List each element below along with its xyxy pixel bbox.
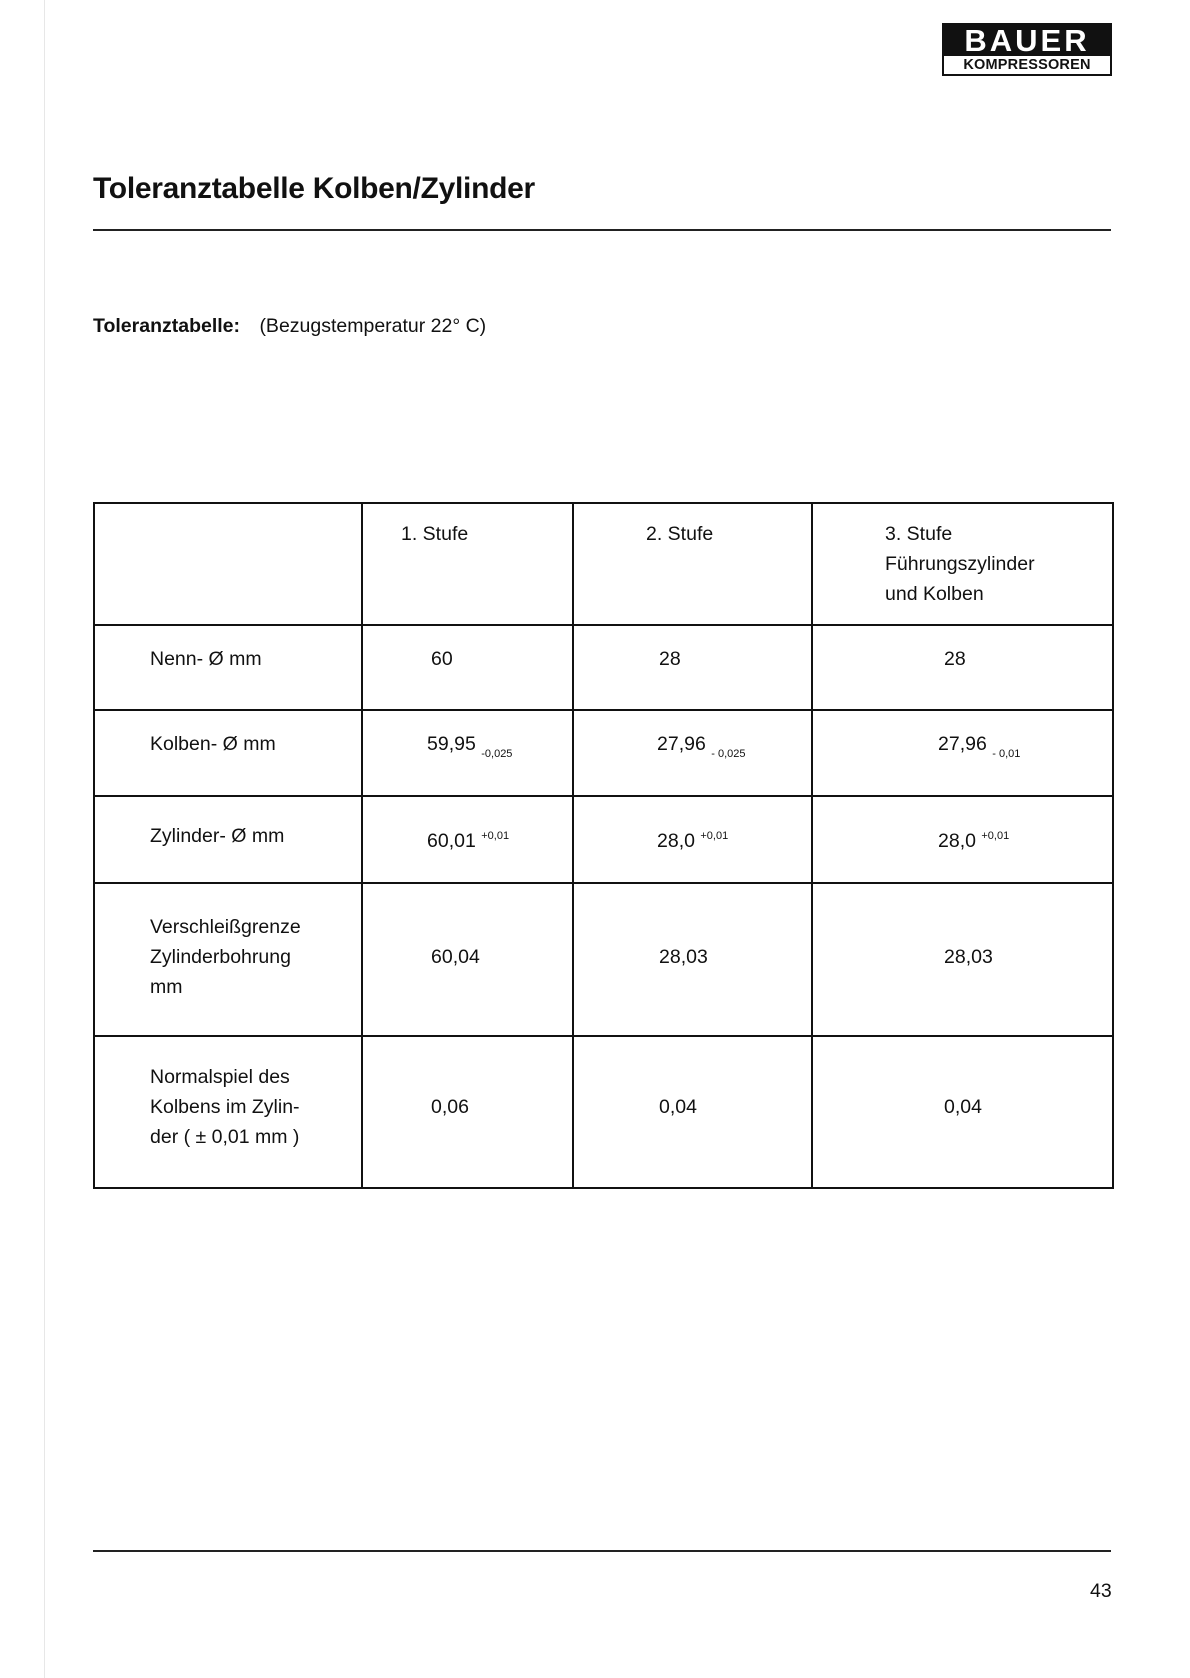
tolerance-text: - 0,01 — [992, 748, 1021, 760]
value-text: 28 — [944, 648, 966, 670]
value-text: 28,03 — [944, 946, 993, 968]
header-cell-stage-1 — [362, 503, 573, 625]
value-cell — [573, 796, 812, 883]
header-cell-empty — [94, 503, 362, 625]
caption-label: Toleranztabelle: — [93, 315, 241, 337]
value-with-tolerance — [938, 729, 1020, 769]
scan-edge — [44, 0, 45, 1678]
value-with-tolerance — [427, 729, 512, 769]
header-stage-2: 2. Stufe — [646, 523, 714, 545]
bauer-kompressoren-logo — [942, 23, 1112, 76]
value-cell — [362, 710, 573, 796]
value-text: 28,03 — [659, 946, 708, 968]
row-label-wear-limit-line1: Verschleißgrenze — [150, 916, 301, 938]
logo-bauer-text: BAUER — [944, 25, 1110, 56]
value-text: 27,96 — [657, 733, 706, 755]
footer-divider — [93, 1550, 1111, 1552]
value-cell — [573, 710, 812, 796]
header-stage-3: 3. Stufe — [885, 523, 953, 545]
value-cell — [362, 883, 573, 1036]
value-cell — [812, 1036, 1113, 1188]
table-row — [94, 796, 1113, 883]
value-cell — [362, 625, 573, 710]
value-cell — [812, 710, 1113, 796]
page-number: 43 — [1090, 1580, 1112, 1602]
row-label-nominal-diameter: Nenn- Ø mm — [150, 648, 262, 670]
value-text: 59,95 — [427, 733, 476, 755]
row-label-wear-limit-line2: Zylinderbohrung — [150, 946, 291, 968]
row-label-cell — [94, 1036, 362, 1188]
table-row — [94, 1036, 1113, 1188]
value-cell — [812, 883, 1113, 1036]
row-label-piston-diameter: Kolben- Ø mm — [150, 733, 276, 755]
value-text: 0,04 — [944, 1096, 982, 1118]
tolerance-table — [93, 502, 1114, 1189]
title-divider — [93, 229, 1111, 231]
tolerance-text: +0,01 — [481, 830, 510, 842]
value-text: 27,96 — [938, 733, 987, 755]
value-cell — [573, 883, 812, 1036]
value-cell — [573, 625, 812, 710]
header-stage-1: 1. Stufe — [401, 523, 469, 545]
row-label-cylinder-diameter: Zylinder- Ø mm — [150, 825, 285, 847]
value-text: 28 — [659, 648, 681, 670]
row-label-cell — [94, 625, 362, 710]
value-cell — [362, 796, 573, 883]
row-label-clearance-line2: Kolbens im Zylin- — [150, 1096, 300, 1118]
value-text: 28,0 — [938, 830, 976, 852]
row-label-clearance-line3: der ( ± 0,01 mm ) — [150, 1126, 300, 1148]
value-cell — [573, 1036, 812, 1188]
value-with-tolerance — [657, 821, 728, 856]
value-cell — [362, 1036, 573, 1188]
row-label-cell — [94, 710, 362, 796]
page-title: Toleranztabelle Kolben/Zylinder — [93, 172, 535, 205]
tolerance-text: +0,01 — [981, 830, 1010, 842]
row-label-cell — [94, 796, 362, 883]
tolerance-text: - 0,025 — [711, 748, 746, 760]
table-row — [94, 883, 1113, 1036]
value-with-tolerance — [657, 729, 745, 769]
header-stage-3-line2: Führungszylinder — [885, 553, 1035, 575]
value-with-tolerance — [427, 821, 509, 856]
tolerance-text: -0,025 — [481, 748, 513, 760]
table-header-row — [94, 503, 1113, 625]
value-text: 0,06 — [431, 1096, 469, 1118]
table-caption — [93, 315, 486, 338]
value-with-tolerance — [938, 821, 1009, 856]
table-row — [94, 625, 1113, 710]
value-text: 60 — [431, 648, 453, 670]
value-text: 60,01 — [427, 830, 476, 852]
header-cell-stage-3 — [812, 503, 1113, 625]
logo-kompressoren-text: KOMPRESSOREN — [963, 57, 1091, 73]
value-text: 0,04 — [659, 1096, 697, 1118]
table-row — [94, 710, 1113, 796]
value-text: 60,04 — [431, 946, 480, 968]
header-stage-3-line3: und Kolben — [885, 583, 984, 605]
value-cell — [812, 796, 1113, 883]
row-label-wear-limit-line3: mm — [150, 976, 183, 998]
value-text: 28,0 — [657, 830, 695, 852]
tolerance-text: +0,01 — [700, 830, 729, 842]
row-label-cell — [94, 883, 362, 1036]
header-cell-stage-2 — [573, 503, 812, 625]
caption-reference-temperature: (Bezugstemperatur 22° C) — [259, 315, 487, 337]
value-cell — [812, 625, 1113, 710]
row-label-clearance-line1: Normalspiel des — [150, 1066, 290, 1088]
